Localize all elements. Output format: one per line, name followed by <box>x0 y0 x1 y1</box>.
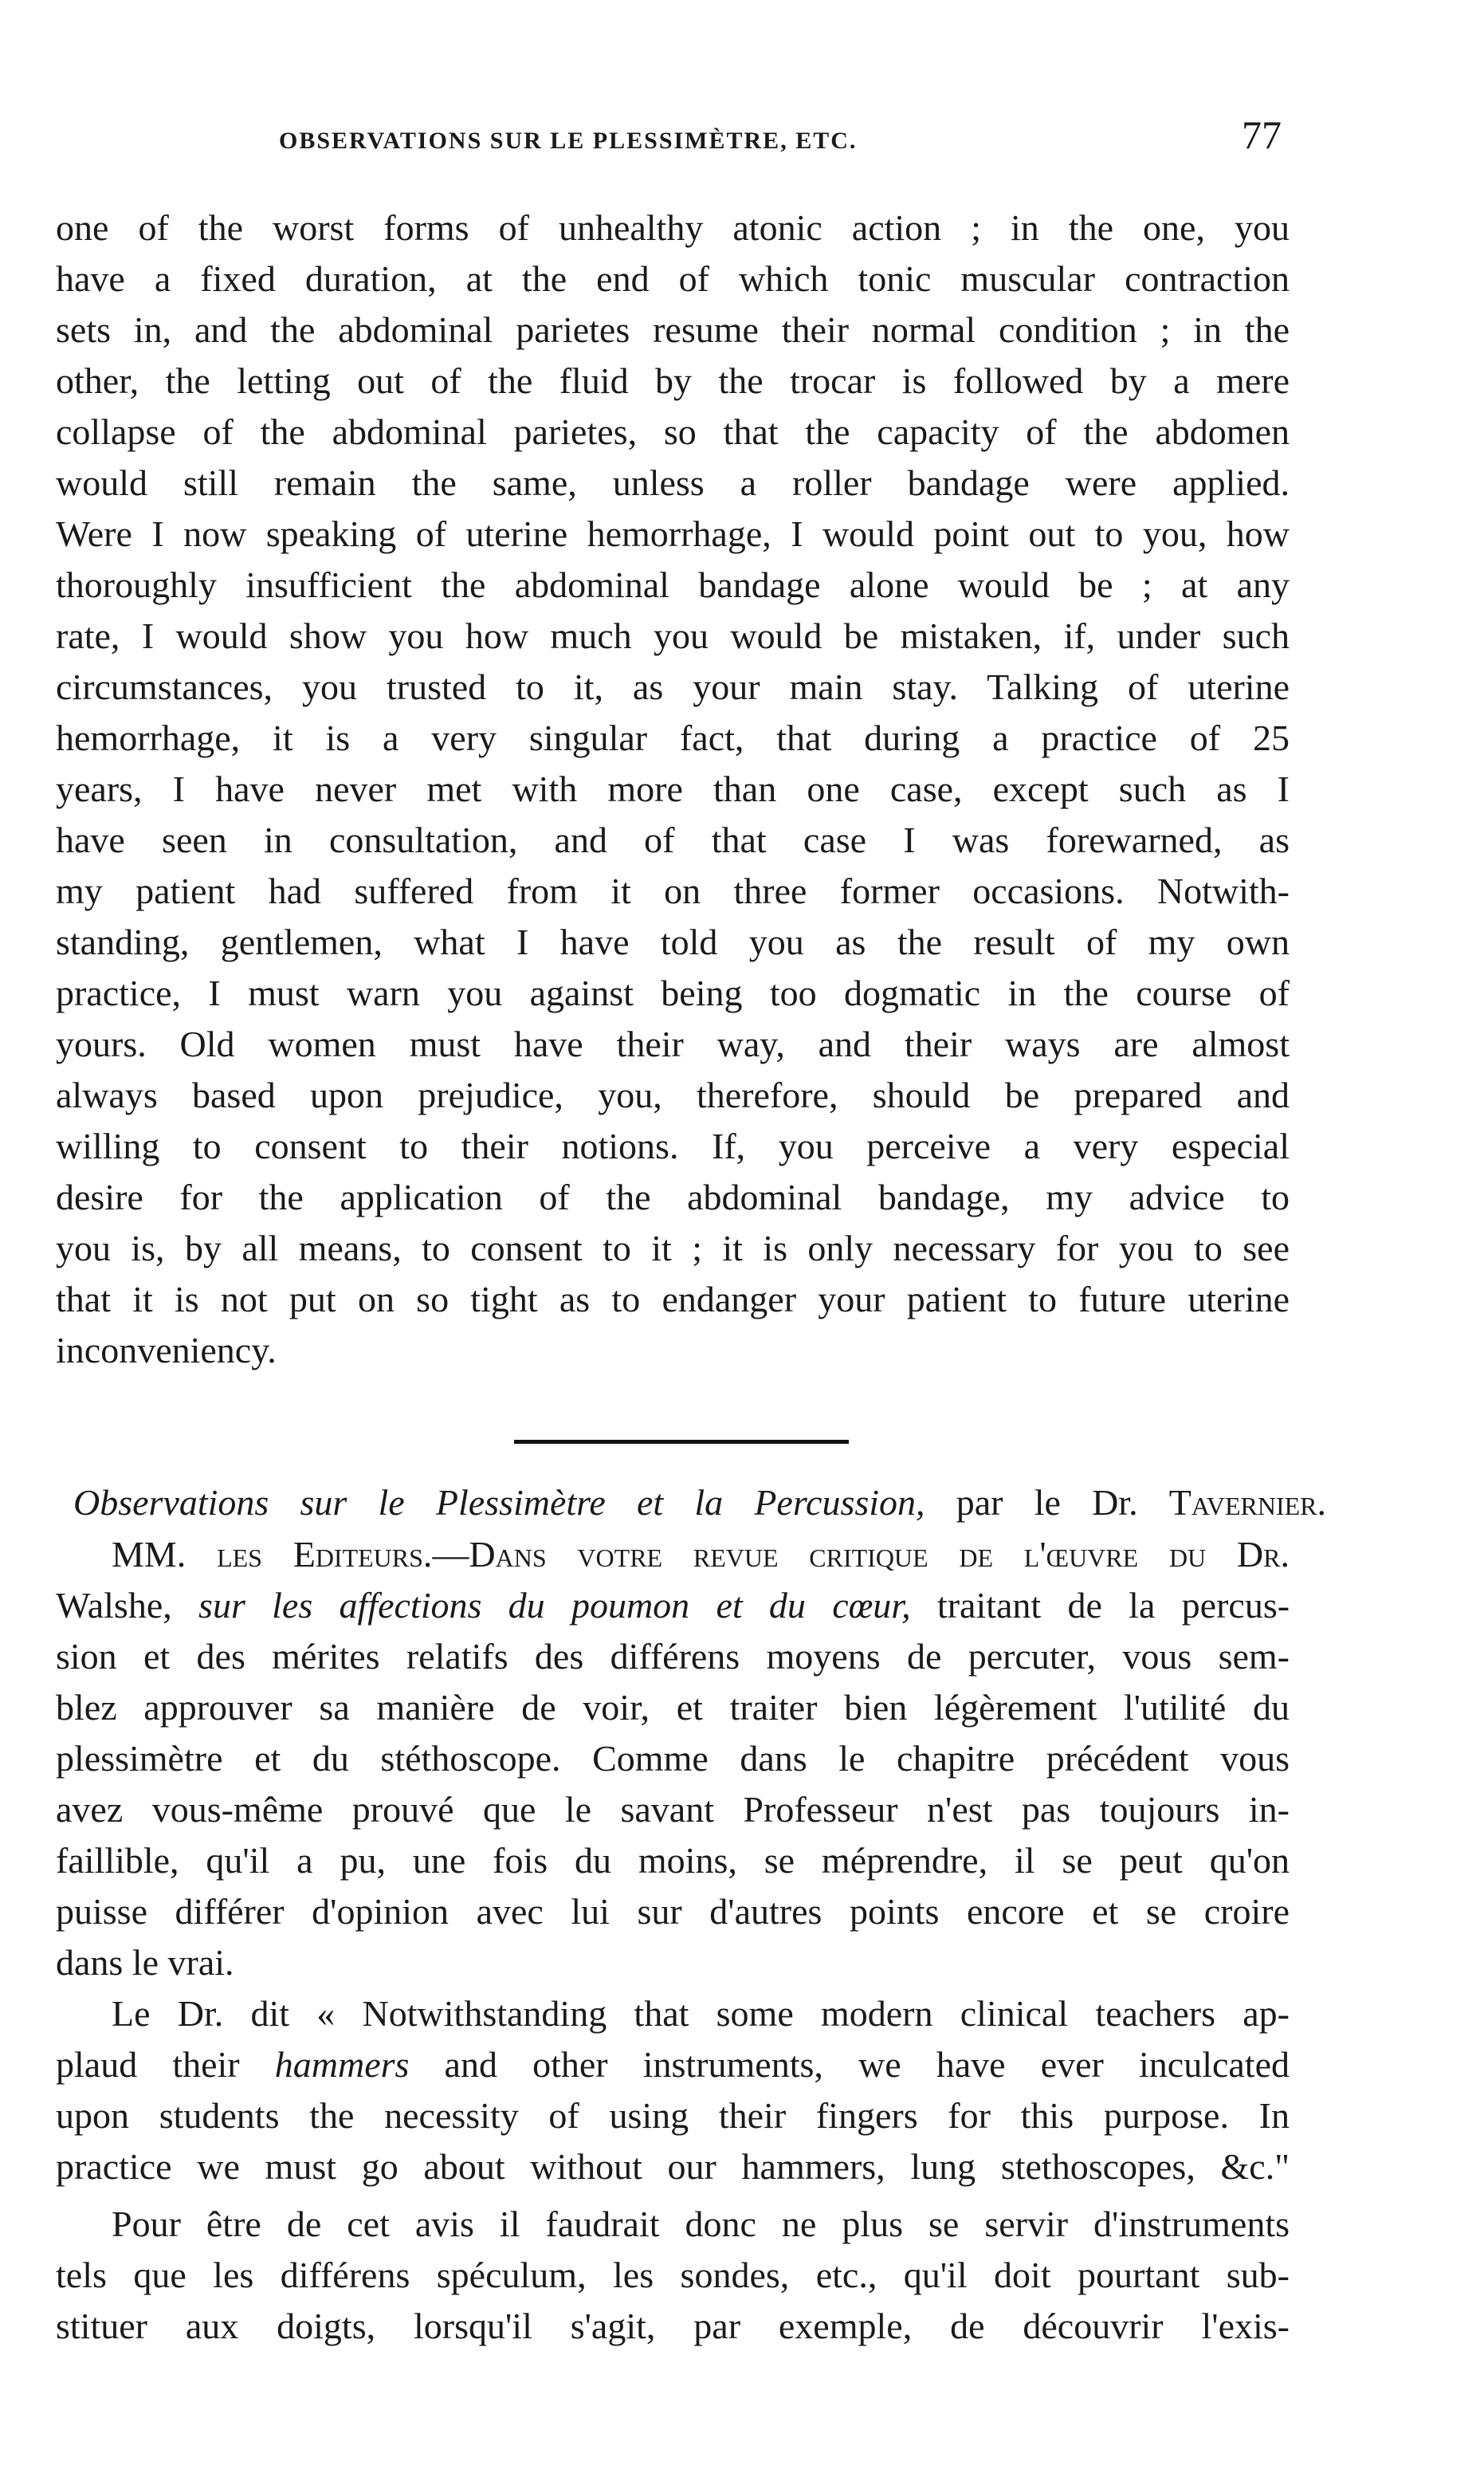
text-line: yours. Old women must have their way, and their ways are almost <box>56 1024 1290 1064</box>
text-line: hemorrhage, it is a very singular fact, that during a practice of 25 <box>56 718 1290 758</box>
text-line: other, the letting out of the fluid by the trocar is followed by a mere <box>56 360 1290 401</box>
text-line: puisse différer d'opinion avec lui sur d'autres points encore et se croire <box>56 1891 1290 1932</box>
text-line: thoroughly insufficient the abdominal bandage alone would be ; at any <box>56 564 1290 605</box>
text-line: practice we must go about without our hammers, lung stethoscopes, &c." <box>56 2146 1290 2187</box>
text-span: Walshe, <box>56 1585 172 1626</box>
text-line: have seen in consultation, and of that case I was forewarned, as <box>56 820 1290 860</box>
text-line: Were I now speaking of uterine hemorrhage, I would point out to you, how <box>56 513 1290 554</box>
text-line: desire for the application of the abdominal bandage, my advice to <box>56 1177 1290 1217</box>
article-author: Tavernier. <box>1168 1482 1327 1523</box>
text-line: sion et des mérites relatifs des différens moyens de percuter, vous sem- <box>56 1636 1290 1677</box>
text-line: stituer aux doigts, lorsqu'il s'agit, par exemple, de découvrir l'exis- <box>56 2306 1290 2346</box>
text-line: always based upon prejudice, you, therefore, should be prepared and <box>56 1075 1290 1115</box>
text-line: one of the worst forms of unhealthy atonic action ; in the one, you <box>56 207 1290 248</box>
article-title-by: par le Dr. <box>956 1482 1138 1523</box>
text-line: rate, I would show you how much you would be mistaken, if, under such <box>56 615 1290 656</box>
text-line: Pour être de cet avis il faudrait donc ne plus se servir d'instruments <box>112 2204 1290 2244</box>
text-line: years, I have never met with more than one case, except such as I <box>56 769 1290 809</box>
text-line: my patient had suffered from it on three former occasions. Notwith- <box>56 871 1290 911</box>
text-line: upon students the necessity of using their fingers for this purpose. In <box>56 2095 1290 2136</box>
text-line <box>56 2043 1290 2087</box>
text-line: Le Dr. dit « Notwithstanding that some modern clinical teachers ap- <box>112 1993 1290 2034</box>
text-span: plaud their <box>56 2044 240 2085</box>
running-head: OBSERVATIONS SUR LE PLESSIMÈTRE, ETC. <box>279 128 858 154</box>
text-line: circumstances, you trusted to it, as your main stay. Talking of uterine <box>56 666 1290 707</box>
page-number: 77 <box>1242 112 1282 157</box>
text-line: have a fixed duration, at the end of which tonic muscular contraction <box>56 258 1290 299</box>
text-line: dans le vrai. <box>56 1942 234 1983</box>
text-line: willing to consent to their notions. If, you perceive a very especial <box>56 1126 1290 1166</box>
text-line: sets in, and the abdominal parietes resume their normal condition ; in the <box>56 309 1290 350</box>
text-line: faillible, qu'il a pu, une fois du moins, se méprendre, il se peut qu'on <box>56 1840 1290 1881</box>
text-line: would still remain the same, unless a roller bandage were applied. <box>56 462 1290 503</box>
text-line: tels que les différens spéculum, les sondes, etc., qu'il doit pourtant sub- <box>56 2255 1290 2295</box>
text-span: traitant de la percus- <box>936 1585 1290 1626</box>
article-title-italic: Observations sur le Plessimètre et la Percussion, <box>73 1482 925 1523</box>
text-line <box>56 1583 1290 1628</box>
text-line: that it is not put on so tight as to endanger your patient to future uterine <box>56 1279 1290 1319</box>
text-line: standing, gentlemen, what I have told you as the result of my own <box>56 922 1290 962</box>
article-title <box>73 1479 1326 1527</box>
text-line: inconveniency. <box>56 1330 277 1370</box>
text-line: plessimètre et du stéthoscope. Comme dans le chapitre précédent vous <box>56 1738 1290 1779</box>
text-line: you is, by all means, to consent to it ; it is only necessary for you to see <box>56 1228 1290 1268</box>
text-line: practice, I must warn you against being too dogmatic in the course of <box>56 973 1290 1013</box>
text-span-italic: sur les affections du poumon et du cœur, <box>198 1585 911 1626</box>
text-span-italic: hammers <box>274 2044 410 2085</box>
text-line: blez approuver sa manière de voir, et traiter bien légèrement l'utilité du <box>56 1687 1290 1728</box>
text-line: avez vous-même prouvé que le savant Professeur n'est pas toujours in- <box>56 1789 1290 1830</box>
text-line: MM. les Editeurs.—Dans votre revue critique de l'œuvre du Dr. <box>112 1534 1290 1575</box>
text-span: and other instruments, we have ever inculcated <box>444 2044 1290 2085</box>
section-divider <box>514 1440 849 1444</box>
text-line: collapse of the abdominal parietes, so that the capacity of the abdomen <box>56 411 1290 452</box>
